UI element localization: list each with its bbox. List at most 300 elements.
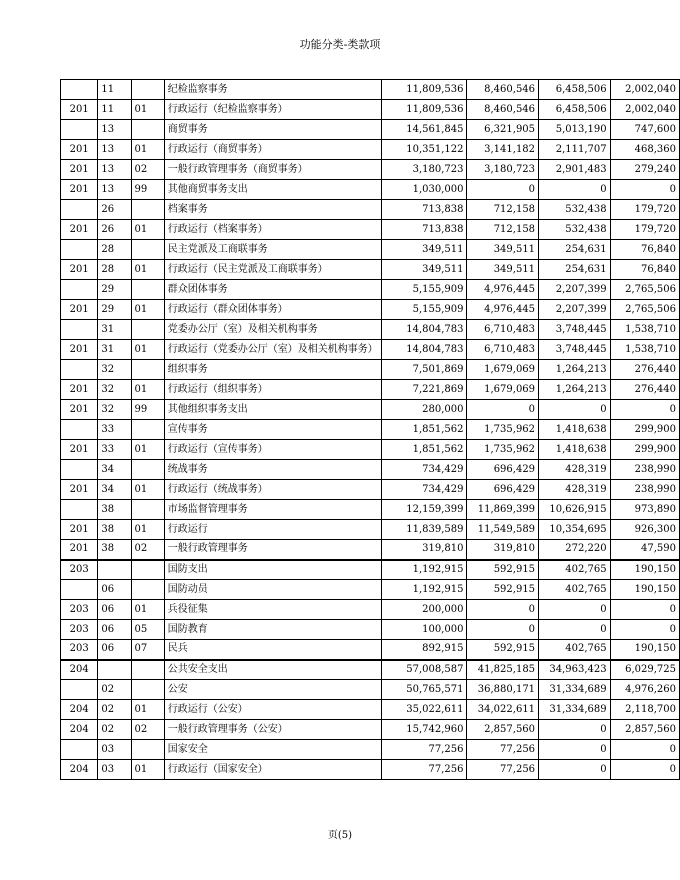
- amount-3-cell: 0: [539, 600, 611, 620]
- subject-name-cell: 公安: [164, 680, 381, 700]
- subject-name-cell: 民兵: [164, 640, 381, 660]
- subject-name-cell: 纪检监察事务: [164, 80, 381, 100]
- total-cell: 1,192,915: [381, 580, 467, 600]
- total-cell: 50,765,571: [381, 680, 467, 700]
- amount-3-cell: 254,631: [539, 260, 611, 280]
- amount-4-cell: 299,900: [610, 420, 679, 440]
- amount-4-cell: 76,840: [610, 260, 679, 280]
- subject-name-cell: 统战事务: [164, 460, 381, 480]
- item-code-cell: 07: [131, 640, 164, 660]
- amount-2-cell: 696,429: [467, 460, 539, 480]
- amount-3-cell: 428,319: [539, 460, 611, 480]
- section-code-cell: 31: [98, 340, 131, 360]
- class-code-cell: 201: [61, 100, 98, 120]
- total-cell: 200,000: [381, 600, 467, 620]
- class-code-cell: 201: [61, 340, 98, 360]
- amount-4-cell: 190,150: [610, 640, 679, 660]
- table-row: [61, 440, 680, 460]
- subject-name-cell: 国防支出: [164, 560, 381, 580]
- amount-3-cell: 1,264,213: [539, 360, 611, 380]
- amount-4-cell: 190,150: [610, 580, 679, 600]
- section-code-cell: 06: [98, 620, 131, 640]
- table-row: [61, 760, 680, 780]
- subject-name-cell: 行政运行（纪检监察事务）: [164, 100, 381, 120]
- section-code-cell: 38: [98, 540, 131, 560]
- subject-name-cell: 市场监督管理事务: [164, 500, 381, 520]
- class-code-cell: [61, 120, 98, 140]
- subject-name-cell: 行政运行（党委办公厅（室）及相关机构事务）: [164, 340, 381, 360]
- table-row: [61, 700, 680, 720]
- table-row: [61, 560, 680, 580]
- amount-4-cell: 190,150: [610, 560, 679, 580]
- item-code-cell: [131, 280, 164, 300]
- class-code-cell: [61, 80, 98, 100]
- table-row: [61, 260, 680, 280]
- class-code-cell: [61, 200, 98, 220]
- section-code-cell: 13: [98, 140, 131, 160]
- amount-3-cell: 402,765: [539, 640, 611, 660]
- item-code-cell: 05: [131, 620, 164, 640]
- section-code-cell: 28: [98, 240, 131, 260]
- table-row: [61, 340, 680, 360]
- subject-name-cell: 宣传事务: [164, 420, 381, 440]
- subject-name-cell: 一般行政管理事务（商贸事务）: [164, 160, 381, 180]
- total-cell: 7,221,869: [381, 380, 467, 400]
- amount-4-cell: 179,720: [610, 220, 679, 240]
- amount-4-cell: 47,590: [610, 540, 679, 560]
- section-code-cell: 11: [98, 100, 131, 120]
- total-cell: 5,155,909: [381, 280, 467, 300]
- item-code-cell: 01: [131, 100, 164, 120]
- amount-4-cell: 0: [610, 400, 679, 420]
- total-cell: 11,809,536: [381, 100, 467, 120]
- item-code-cell: 01: [131, 220, 164, 240]
- amount-4-cell: 299,900: [610, 440, 679, 460]
- class-code-cell: [61, 280, 98, 300]
- item-code-cell: [131, 560, 164, 580]
- amount-2-cell: 1,679,069: [467, 380, 539, 400]
- amount-4-cell: 0: [610, 760, 679, 780]
- item-code-cell: [131, 200, 164, 220]
- amount-2-cell: 11,549,589: [467, 520, 539, 540]
- total-cell: 11,839,589: [381, 520, 467, 540]
- total-cell: 734,429: [381, 460, 467, 480]
- amount-4-cell: 2,002,040: [610, 100, 679, 120]
- subject-name-cell: 行政运行（群众团体事务）: [164, 300, 381, 320]
- subject-name-cell: 档案事务: [164, 200, 381, 220]
- total-cell: 11,809,536: [381, 80, 467, 100]
- amount-2-cell: 712,158: [467, 200, 539, 220]
- section-code-cell: 38: [98, 500, 131, 520]
- total-cell: 12,159,399: [381, 500, 467, 520]
- subject-name-cell: 一般行政管理事务（公安）: [164, 720, 381, 740]
- amount-4-cell: 6,029,725: [610, 660, 679, 680]
- subject-name-cell: 商贸事务: [164, 120, 381, 140]
- section-code-cell: 29: [98, 300, 131, 320]
- amount-3-cell: 532,438: [539, 220, 611, 240]
- item-code-cell: 01: [131, 300, 164, 320]
- section-code-cell: 06: [98, 640, 131, 660]
- amount-4-cell: 276,440: [610, 360, 679, 380]
- amount-3-cell: 272,220: [539, 540, 611, 560]
- amount-2-cell: 1,679,069: [467, 360, 539, 380]
- total-cell: 713,838: [381, 220, 467, 240]
- subject-name-cell: 国防教育: [164, 620, 381, 640]
- table-row: [61, 280, 680, 300]
- amount-2-cell: 0: [467, 180, 539, 200]
- table-row: [61, 360, 680, 380]
- subject-name-cell: 其他商贸事务支出: [164, 180, 381, 200]
- amount-4-cell: 2,118,700: [610, 700, 679, 720]
- section-code-cell: 33: [98, 420, 131, 440]
- class-code-cell: 201: [61, 380, 98, 400]
- amount-2-cell: 6,710,483: [467, 340, 539, 360]
- section-code-cell: 13: [98, 160, 131, 180]
- amount-2-cell: 0: [467, 400, 539, 420]
- subject-name-cell: 行政运行（民主党派及工商联事务）: [164, 260, 381, 280]
- item-code-cell: 01: [131, 440, 164, 460]
- total-cell: 14,561,845: [381, 120, 467, 140]
- amount-3-cell: 428,319: [539, 480, 611, 500]
- total-cell: 1,192,915: [381, 560, 467, 580]
- class-code-cell: 203: [61, 560, 98, 580]
- amount-2-cell: 8,460,546: [467, 100, 539, 120]
- table-row: [61, 580, 680, 600]
- class-code-cell: 201: [61, 140, 98, 160]
- amount-2-cell: 34,022,611: [467, 700, 539, 720]
- class-code-cell: 201: [61, 480, 98, 500]
- total-cell: 14,804,783: [381, 320, 467, 340]
- table-row: [61, 320, 680, 340]
- section-code-cell: 29: [98, 280, 131, 300]
- section-code-cell: 06: [98, 580, 131, 600]
- amount-4-cell: 0: [610, 620, 679, 640]
- section-code-cell: 26: [98, 200, 131, 220]
- amount-3-cell: 0: [539, 740, 611, 760]
- amount-3-cell: 31,334,689: [539, 700, 611, 720]
- amount-2-cell: 592,915: [467, 640, 539, 660]
- table-row: [61, 160, 680, 180]
- table-body: [61, 80, 680, 780]
- amount-4-cell: 76,840: [610, 240, 679, 260]
- amount-2-cell: 0: [467, 600, 539, 620]
- table-row: [61, 180, 680, 200]
- section-code-cell: 34: [98, 460, 131, 480]
- amount-4-cell: 279,240: [610, 160, 679, 180]
- table-row: [61, 120, 680, 140]
- amount-3-cell: 5,013,190: [539, 120, 611, 140]
- section-code-cell: 13: [98, 180, 131, 200]
- table-row: [61, 600, 680, 620]
- section-code-cell: 03: [98, 740, 131, 760]
- amount-2-cell: 349,511: [467, 240, 539, 260]
- subject-name-cell: 公共安全支出: [164, 660, 381, 680]
- section-code-cell: [98, 560, 131, 580]
- budget-table: [60, 79, 680, 780]
- class-code-cell: 201: [61, 540, 98, 560]
- item-code-cell: 01: [131, 760, 164, 780]
- amount-4-cell: 1,538,710: [610, 320, 679, 340]
- total-cell: 280,000: [381, 400, 467, 420]
- total-cell: 349,511: [381, 260, 467, 280]
- amount-2-cell: 6,710,483: [467, 320, 539, 340]
- table-row: [61, 720, 680, 740]
- table-row: [61, 520, 680, 540]
- subject-name-cell: 其他组织事务支出: [164, 400, 381, 420]
- item-code-cell: 02: [131, 160, 164, 180]
- table-row: [61, 380, 680, 400]
- amount-3-cell: 6,458,506: [539, 100, 611, 120]
- total-cell: 14,804,783: [381, 340, 467, 360]
- table-row: [61, 740, 680, 760]
- section-code-cell: 34: [98, 480, 131, 500]
- amount-3-cell: 2,207,399: [539, 300, 611, 320]
- amount-3-cell: 3,748,445: [539, 320, 611, 340]
- table-row: [61, 680, 680, 700]
- class-code-cell: 201: [61, 180, 98, 200]
- amount-4-cell: 2,002,040: [610, 80, 679, 100]
- amount-2-cell: 77,256: [467, 760, 539, 780]
- amount-3-cell: 0: [539, 760, 611, 780]
- subject-name-cell: 民主党派及工商联事务: [164, 240, 381, 260]
- amount-4-cell: 2,765,506: [610, 280, 679, 300]
- class-code-cell: [61, 240, 98, 260]
- amount-2-cell: 1,735,962: [467, 420, 539, 440]
- table-row: [61, 640, 680, 660]
- subject-name-cell: 群众团体事务: [164, 280, 381, 300]
- amount-2-cell: 4,976,445: [467, 280, 539, 300]
- subject-name-cell: 党委办公厅（室）及相关机构事务: [164, 320, 381, 340]
- total-cell: 3,180,723: [381, 160, 467, 180]
- amount-4-cell: 179,720: [610, 200, 679, 220]
- section-code-cell: 38: [98, 520, 131, 540]
- section-code-cell: 33: [98, 440, 131, 460]
- amount-3-cell: 10,354,695: [539, 520, 611, 540]
- table-row: [61, 540, 680, 560]
- table-row: [61, 460, 680, 480]
- table-row: [61, 400, 680, 420]
- subject-name-cell: 兵役征集: [164, 600, 381, 620]
- table-row: [61, 240, 680, 260]
- class-code-cell: 204: [61, 720, 98, 740]
- total-cell: 35,022,611: [381, 700, 467, 720]
- class-code-cell: [61, 580, 98, 600]
- amount-4-cell: 926,300: [610, 520, 679, 540]
- amount-2-cell: 8,460,546: [467, 80, 539, 100]
- total-cell: 77,256: [381, 760, 467, 780]
- amount-3-cell: 3,748,445: [539, 340, 611, 360]
- class-code-cell: 201: [61, 520, 98, 540]
- class-code-cell: 203: [61, 640, 98, 660]
- table-row: [61, 140, 680, 160]
- amount-2-cell: 712,158: [467, 220, 539, 240]
- amount-4-cell: 2,857,560: [610, 720, 679, 740]
- total-cell: 349,511: [381, 240, 467, 260]
- section-code-cell: 11: [98, 80, 131, 100]
- section-code-cell: 31: [98, 320, 131, 340]
- amount-4-cell: 468,360: [610, 140, 679, 160]
- class-code-cell: 203: [61, 600, 98, 620]
- item-code-cell: 99: [131, 400, 164, 420]
- total-cell: 10,351,122: [381, 140, 467, 160]
- item-code-cell: 01: [131, 480, 164, 500]
- amount-2-cell: 3,141,182: [467, 140, 539, 160]
- amount-4-cell: 2,765,506: [610, 300, 679, 320]
- section-code-cell: 32: [98, 380, 131, 400]
- total-cell: 892,915: [381, 640, 467, 660]
- amount-3-cell: 1,264,213: [539, 380, 611, 400]
- table-row: [61, 500, 680, 520]
- class-code-cell: [61, 360, 98, 380]
- section-code-cell: 13: [98, 120, 131, 140]
- total-cell: 7,501,869: [381, 360, 467, 380]
- class-code-cell: 201: [61, 300, 98, 320]
- item-code-cell: 01: [131, 260, 164, 280]
- amount-4-cell: 747,600: [610, 120, 679, 140]
- item-code-cell: 99: [131, 180, 164, 200]
- amount-4-cell: 4,976,260: [610, 680, 679, 700]
- section-code-cell: 06: [98, 600, 131, 620]
- total-cell: 57,008,587: [381, 660, 467, 680]
- section-code-cell: [98, 660, 131, 680]
- amount-3-cell: 402,765: [539, 580, 611, 600]
- section-code-cell: 03: [98, 760, 131, 780]
- item-code-cell: [131, 240, 164, 260]
- amount-3-cell: 0: [539, 180, 611, 200]
- table-row: [61, 80, 680, 100]
- item-code-cell: [131, 660, 164, 680]
- item-code-cell: [131, 740, 164, 760]
- subject-name-cell: 行政运行（组织事务）: [164, 380, 381, 400]
- item-code-cell: [131, 500, 164, 520]
- total-cell: 1,851,562: [381, 420, 467, 440]
- class-code-cell: [61, 460, 98, 480]
- amount-2-cell: 319,810: [467, 540, 539, 560]
- total-cell: 713,838: [381, 200, 467, 220]
- class-code-cell: [61, 740, 98, 760]
- amount-4-cell: 238,990: [610, 480, 679, 500]
- class-code-cell: 201: [61, 220, 98, 240]
- class-code-cell: [61, 320, 98, 340]
- page-number: 页(5): [327, 830, 353, 841]
- table-row: [61, 660, 680, 680]
- amount-3-cell: 532,438: [539, 200, 611, 220]
- subject-name-cell: 行政运行（档案事务）: [164, 220, 381, 240]
- section-code-cell: 26: [98, 220, 131, 240]
- amount-4-cell: 0: [610, 740, 679, 760]
- total-cell: 734,429: [381, 480, 467, 500]
- amount-3-cell: 6,458,506: [539, 80, 611, 100]
- item-code-cell: 01: [131, 700, 164, 720]
- amount-2-cell: 592,915: [467, 560, 539, 580]
- total-cell: 5,155,909: [381, 300, 467, 320]
- item-code-cell: 01: [131, 520, 164, 540]
- class-code-cell: [61, 420, 98, 440]
- section-code-cell: 32: [98, 400, 131, 420]
- amount-4-cell: 238,990: [610, 460, 679, 480]
- item-code-cell: [131, 120, 164, 140]
- amount-2-cell: 0: [467, 620, 539, 640]
- item-code-cell: 01: [131, 340, 164, 360]
- subject-name-cell: 行政运行（统战事务）: [164, 480, 381, 500]
- amount-3-cell: 0: [539, 720, 611, 740]
- item-code-cell: [131, 80, 164, 100]
- amount-3-cell: 0: [539, 400, 611, 420]
- subject-name-cell: 行政运行（公安）: [164, 700, 381, 720]
- amount-2-cell: 77,256: [467, 740, 539, 760]
- section-code-cell: 02: [98, 680, 131, 700]
- item-code-cell: 02: [131, 540, 164, 560]
- amount-3-cell: 2,111,707: [539, 140, 611, 160]
- subject-name-cell: 国防动员: [164, 580, 381, 600]
- subject-name-cell: 一般行政管理事务: [164, 540, 381, 560]
- section-code-cell: 02: [98, 700, 131, 720]
- class-code-cell: 204: [61, 660, 98, 680]
- table-row: [61, 420, 680, 440]
- class-code-cell: [61, 680, 98, 700]
- subject-name-cell: 组织事务: [164, 360, 381, 380]
- total-cell: 15,742,960: [381, 720, 467, 740]
- class-code-cell: 201: [61, 440, 98, 460]
- amount-4-cell: 0: [610, 180, 679, 200]
- section-code-cell: 02: [98, 720, 131, 740]
- total-cell: 1,851,562: [381, 440, 467, 460]
- subject-name-cell: 行政运行（宣传事务）: [164, 440, 381, 460]
- amount-3-cell: 2,901,483: [539, 160, 611, 180]
- item-code-cell: [131, 420, 164, 440]
- amount-4-cell: 973,890: [610, 500, 679, 520]
- amount-2-cell: 1,735,962: [467, 440, 539, 460]
- total-cell: 319,810: [381, 540, 467, 560]
- amount-4-cell: 276,440: [610, 380, 679, 400]
- item-code-cell: [131, 580, 164, 600]
- subject-name-cell: 行政运行（国家安全）: [164, 760, 381, 780]
- amount-2-cell: 36,880,171: [467, 680, 539, 700]
- amount-3-cell: 0: [539, 620, 611, 640]
- amount-2-cell: 349,511: [467, 260, 539, 280]
- amount-2-cell: 6,321,905: [467, 120, 539, 140]
- class-code-cell: 203: [61, 620, 98, 640]
- amount-3-cell: 254,631: [539, 240, 611, 260]
- table-row: [61, 620, 680, 640]
- table-row: [61, 220, 680, 240]
- amount-3-cell: 2,207,399: [539, 280, 611, 300]
- amount-3-cell: 402,765: [539, 560, 611, 580]
- amount-2-cell: 4,976,445: [467, 300, 539, 320]
- table-row: [61, 100, 680, 120]
- item-code-cell: 01: [131, 600, 164, 620]
- table-row: [61, 300, 680, 320]
- amount-2-cell: 41,825,185: [467, 660, 539, 680]
- item-code-cell: [131, 360, 164, 380]
- subject-name-cell: 行政运行: [164, 520, 381, 540]
- amount-3-cell: 10,626,915: [539, 500, 611, 520]
- item-code-cell: 01: [131, 380, 164, 400]
- amount-2-cell: 696,429: [467, 480, 539, 500]
- amount-2-cell: 2,857,560: [467, 720, 539, 740]
- section-code-cell: 28: [98, 260, 131, 280]
- class-code-cell: [61, 500, 98, 520]
- page-title: 功能分类-类款项: [299, 38, 381, 51]
- amount-3-cell: 31,334,689: [539, 680, 611, 700]
- class-code-cell: 201: [61, 400, 98, 420]
- amount-2-cell: 11,869,399: [467, 500, 539, 520]
- amount-4-cell: 1,538,710: [610, 340, 679, 360]
- item-code-cell: 01: [131, 140, 164, 160]
- amount-3-cell: 1,418,638: [539, 420, 611, 440]
- amount-2-cell: 3,180,723: [467, 160, 539, 180]
- subject-name-cell: 行政运行（商贸事务）: [164, 140, 381, 160]
